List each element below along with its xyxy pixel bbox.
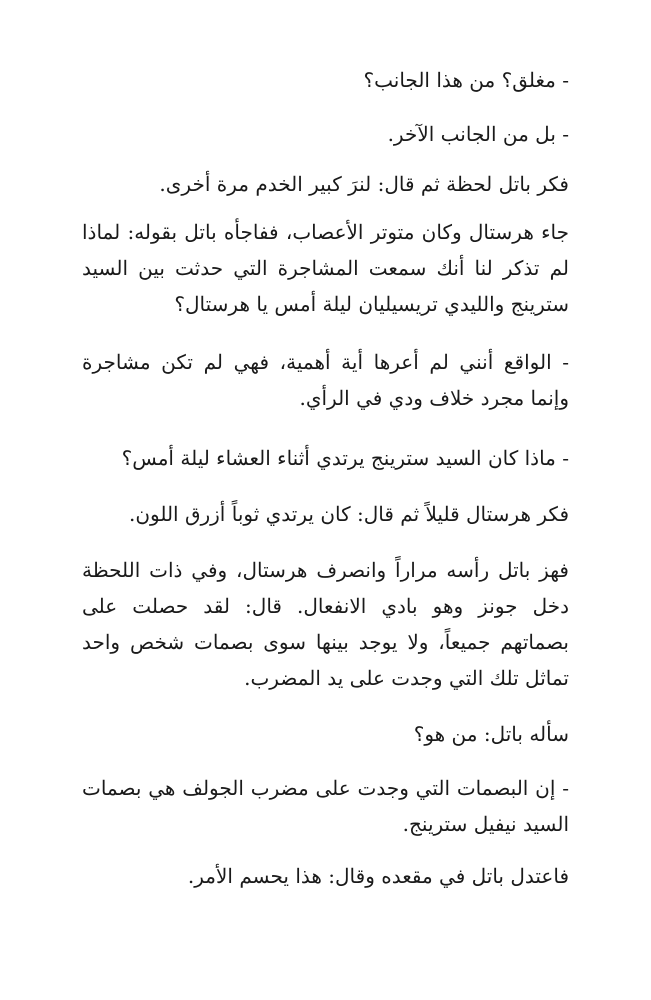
paragraph-7: فكر هرستال قليلاً ثم قال: كان يرتدي ثوباً أزرق اللون. [128,502,569,526]
paragraph-4: جاء هرستال وكان متوتر الأعصاب، ففاجأه باتل بقوله: لماذا لم تذكر لنا أنك سمعت المشاجرة التي حدثت بين السيد سترينج والليدي تريسيليان ليلة أمس يا هرستال؟ [82,220,569,316]
paragraph-2: - بل من الجانب الآخر. [387,122,569,146]
paragraph-6: - ماذا كان السيد سترينج يرتدي أثناء العشاء ليلة أمس؟ [121,446,569,470]
paragraph-1: - مغلق؟ من هذا الجانب؟ [363,68,569,92]
paragraph-9: سأله باتل: من هو؟ [413,722,569,746]
paragraph-8: فهز باتل رأسه مراراً وانصرف هرستال، وفي ذات اللحظة دخل جونز وهو بادي الانفعال. قال: لقد حصلت على بصماتهم جميعاً، ولا يوجد بينها سوى بصمات شخص واحد تماثل تلك التي وجدت على يد المضرب. [82,558,569,690]
paragraph-3: فكر باتل لحظة ثم قال: لنرَ كبير الخدم مرة أخرى. [159,172,569,196]
paragraph-11: فاعتدل باتل في مقعده وقال: هذا يحسم الأمر. [187,864,569,888]
paragraph-10: - إن البصمات التي وجدت على مضرب الجولف هي بصمات السيد نيفيل سترينج. [82,776,569,836]
paragraph-5: - الواقع أنني لم أعرها أية أهمية، فهي لم تكن مشاجرة وإنما مجرد خلاف ودي في الرأي. [82,350,569,410]
